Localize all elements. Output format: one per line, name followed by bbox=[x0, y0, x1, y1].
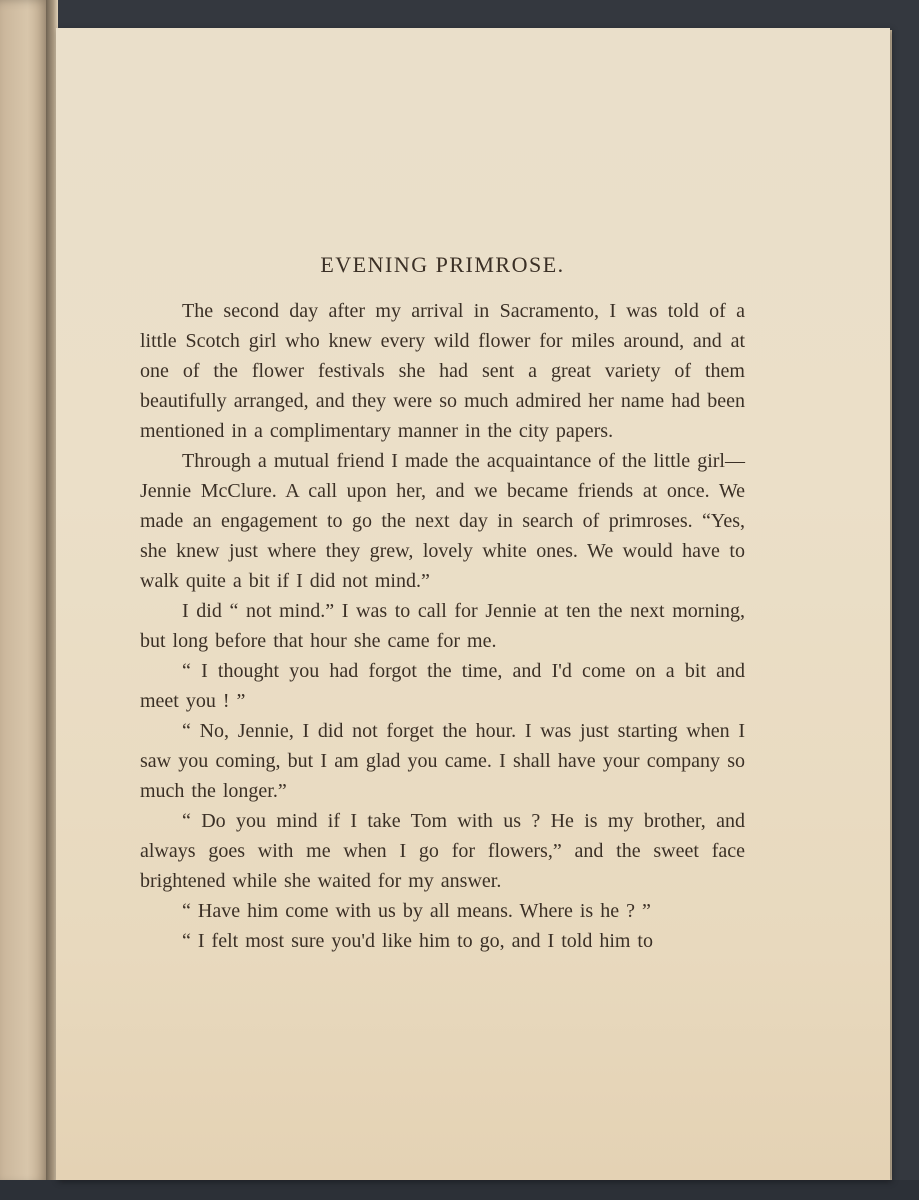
paragraph-3: I did “ not mind.” I was to call for Jennie at ten the next morning, but long before that hour she came for me. bbox=[140, 600, 745, 652]
paragraph-7: “ Have him come with us by all means. Where is he ? ” bbox=[182, 900, 651, 922]
background-surface bbox=[0, 1180, 919, 1200]
paragraph-1: The second day after my arrival in Sacramento, I was told of a little Scotch girl who knew every wild flower for miles around, and at one of the flower festivals she had sent a great variety of them beautifully arranged, and they were so much admired her name had been mentioned in a complimentary manner in the city papers. bbox=[140, 300, 745, 442]
chapter-title: EVENING PRIMROSE. bbox=[320, 252, 565, 277]
left-page-edge bbox=[0, 0, 50, 1185]
paragraph-5: “ No, Jennie, I did not forget the hour. I was just starting when I saw you coming, but I am glad you came. I shall have your company so much the longer.” bbox=[140, 720, 745, 802]
page-text bbox=[140, 250, 745, 956]
paragraph-4: “ I thought you had forgot the time, and I'd come on a bit and meet you ! ” bbox=[140, 660, 745, 712]
paragraph-8: “ I felt most sure you'd like him to go, and I told him to bbox=[182, 930, 653, 952]
paragraph-6: “ Do you mind if I take Tom with us ? He is my brother, and always goes with me when I go for flowers,” and the sweet face brightened while she waited for my answer. bbox=[140, 810, 745, 892]
paragraph-2: Through a mutual friend I made the acquaintance of the little girl—Jennie McClure. A call upon her, and we became friends at once. We made an engagement to go the next day in search of primroses. “Yes, she knew just where they grew, lovely white ones. We would have to walk quite a bit if I did not mind.” bbox=[140, 450, 745, 592]
